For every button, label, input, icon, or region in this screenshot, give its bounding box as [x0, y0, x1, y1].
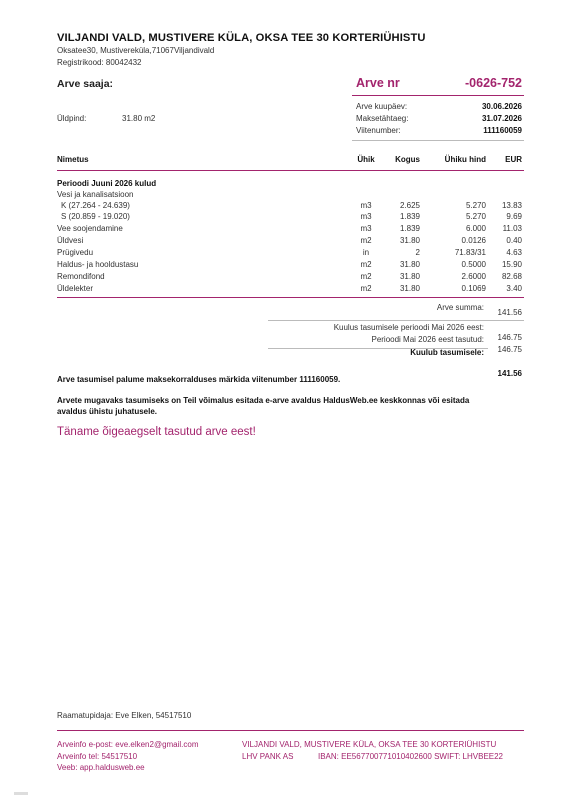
invoice-date-label: Arve kuupäev:	[356, 102, 408, 111]
sum-divider	[268, 320, 524, 321]
row-price: 2.6000	[461, 272, 486, 281]
row-price: 5.270	[465, 212, 486, 221]
paid-label: Perioodi Mai 2026 eest tasutud:	[371, 335, 484, 344]
row-unit: in	[362, 248, 370, 257]
header-price: Ühiku hind	[444, 155, 486, 164]
row-name: Prügivedu	[57, 248, 94, 257]
row-price: 0.5000	[461, 260, 486, 269]
row-qty: 31.80	[399, 260, 420, 269]
amount-due-label: Kuulub tasumisele:	[410, 348, 484, 357]
header-qty: Kogus	[395, 155, 420, 164]
row-price: 6.000	[465, 224, 486, 233]
period-title: Perioodi Juuni 2026 kulud	[57, 179, 157, 188]
einvoice-note-line1: Arvete mugavaks tasumiseks on Teil võimalus esitada e-arve avaldus HaldusWeb.ee keskkonnas või esitada	[57, 396, 470, 405]
table-bottom-divider	[57, 297, 524, 298]
registry-code: Registrikood: 80042432	[57, 58, 142, 67]
organization-address: Oksatee30, Mustivereküla,71067Viljandivald	[57, 46, 215, 55]
row-qty: 2	[415, 248, 420, 257]
footer-divider	[57, 730, 524, 731]
einvoice-note-line2: avaldus ühistu juhatusele.	[57, 407, 158, 416]
prev-period-label: Kuulus tasumisele perioodi Mai 2026 eest:	[333, 323, 484, 332]
row-unit: m2	[360, 236, 372, 245]
row-eur: 4.63	[506, 248, 522, 257]
footer-email: Arveinfo e-post: eve.elken2@gmail.com	[57, 740, 199, 749]
invoice-number-value: -0626-752	[465, 76, 522, 90]
row-price: 5.270	[465, 201, 486, 210]
row-eur: 0.40	[506, 236, 522, 245]
row-name: Üldelekter	[57, 284, 94, 293]
row-eur: 11.03	[502, 224, 522, 233]
organization-name: VILJANDI VALD, MUSTIVERE KÜLA, OKSA TEE 30 KORTERIÜHISTU	[57, 32, 426, 44]
row-price: 0.1069	[461, 284, 486, 293]
invoice-number-label: Arve nr	[356, 76, 400, 90]
row-name: S (20.859 - 19.020)	[61, 212, 130, 221]
table-header	[0, 155, 565, 167]
row-eur: 9.69	[506, 212, 522, 221]
invoice-details-divider	[352, 140, 524, 141]
row-name: K (27.264 - 24.639)	[61, 201, 130, 210]
amount-due-value: 141.56	[497, 369, 522, 378]
row-unit: m2	[360, 284, 372, 293]
row-qty: 31.80	[399, 272, 420, 281]
table-row	[0, 248, 565, 260]
table-row	[0, 284, 565, 296]
table-header-divider	[57, 170, 524, 171]
row-qty: 1.839	[399, 212, 420, 221]
prev-period-value: 146.75	[497, 333, 522, 342]
accountant: Raamatupidaja: Eve Elken, 54517510	[57, 711, 192, 720]
header-eur: EUR	[505, 155, 522, 164]
row-name: Remondifond	[57, 272, 105, 281]
table-row	[0, 272, 565, 284]
payment-note: Arve tasumisel palume maksekorralduses märkida viitenumber 111160059.	[57, 375, 341, 384]
row-unit: m3	[360, 212, 372, 221]
footer-iban: IBAN: EE567700771010402600 SWIFT: LHVBEE22	[318, 752, 504, 761]
sum-value: 141.56	[497, 308, 522, 317]
row-unit: m2	[360, 272, 372, 281]
due-date-label: Maksetähtaeg:	[356, 114, 409, 123]
row-unit: m2	[360, 260, 372, 269]
page-mark	[14, 792, 28, 795]
row-eur: 82.68	[501, 272, 522, 281]
area-label: Üldpind:	[57, 114, 87, 123]
header-unit: Ühik	[357, 155, 375, 164]
row-qty: 31.80	[399, 284, 420, 293]
area-value: 31.80 m2	[122, 114, 156, 123]
footer-web: Veeb: app.haldusweb.ee	[57, 763, 145, 772]
invoice-divider	[352, 95, 524, 96]
table-row	[0, 224, 565, 236]
invoice-date-value: 30.06.2026	[481, 102, 522, 111]
footer-phone: Arveinfo tel: 54517510	[57, 752, 138, 761]
paid-value: 146.75	[497, 345, 522, 354]
due-date-value: 31.07.2026	[481, 114, 522, 123]
recipient-label: Arve saaja:	[57, 78, 114, 90]
row-price: 0.0126	[461, 236, 486, 245]
row-eur: 13.83	[501, 201, 522, 210]
table-row	[0, 260, 565, 272]
row-qty: 1.839	[399, 224, 420, 233]
table-row	[0, 236, 565, 248]
sum-label: Arve summa:	[436, 303, 484, 312]
row-eur: 3.40	[506, 284, 522, 293]
row-name: Haldus- ja hooldustasu	[57, 260, 139, 269]
row-name: Üldvesi	[57, 236, 84, 245]
reference-value: 111160059	[483, 126, 522, 135]
table-row	[0, 212, 565, 224]
row-name: Vee soojendamine	[57, 224, 123, 233]
row-eur: 15.90	[501, 260, 522, 269]
row-unit: m3	[360, 224, 372, 233]
reference-label: Viitenumber:	[356, 126, 401, 135]
footer-org: VILJANDI VALD, MUSTIVERE KÜLA, OKSA TEE 30 KORTERIÜHISTU	[242, 740, 497, 749]
row-qty: 2.625	[399, 201, 420, 210]
row-price: 71.83/31	[454, 248, 486, 257]
header-name: Nimetus	[57, 155, 89, 164]
footer-bank: LHV PANK AS	[242, 752, 294, 761]
row-qty: 31.80	[399, 236, 420, 245]
row-name: Vesi ja kanalisatsioon	[57, 190, 134, 199]
thank-you-message: Täname õigeaegselt tasutud arve eest!	[57, 426, 256, 438]
row-unit: m3	[360, 201, 372, 210]
